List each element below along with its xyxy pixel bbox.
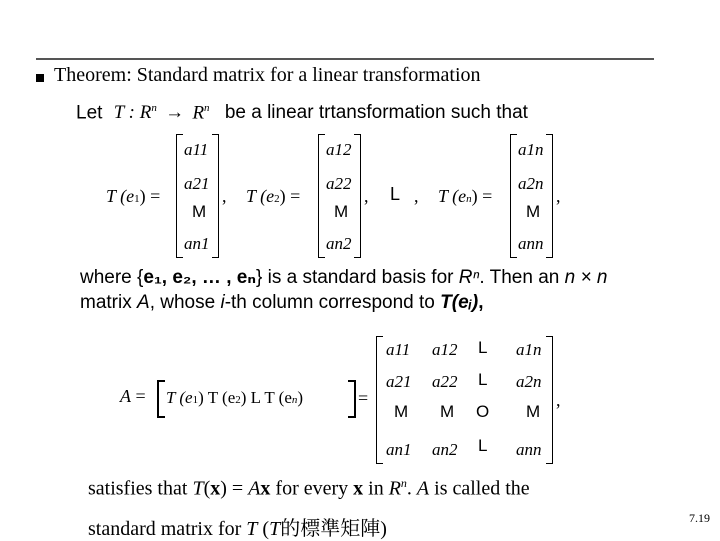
a-r4-c2: an2 xyxy=(432,440,458,459)
a-r1-c4: a1n xyxy=(516,340,542,359)
coln-el-2: a2n xyxy=(518,174,544,193)
a-r2-c1: a21 xyxy=(386,372,412,391)
t-en-label: T (en) = xyxy=(438,186,493,206)
a-r3-c4: M xyxy=(526,402,541,421)
col1-el-2: a21 xyxy=(184,174,210,193)
a-r2-c3: L xyxy=(478,370,488,389)
t-e1-label: T (e1) = xyxy=(106,186,161,206)
t-e2-label: T (e2) = xyxy=(246,186,301,206)
codomain-exponent: n xyxy=(204,102,210,114)
domain-exponent: n xyxy=(151,102,157,114)
a-r3-c3: O xyxy=(476,402,490,421)
coln-el-4: ann xyxy=(518,234,544,253)
a-r4-c1: an1 xyxy=(386,440,412,459)
matrix-a-open-bracket xyxy=(157,380,165,418)
comma-2: , xyxy=(364,186,369,206)
ldots: L xyxy=(390,184,401,204)
a-r1-c2: a12 xyxy=(432,340,458,359)
intro-rest: be a linear trtansformation such that xyxy=(224,102,528,124)
col2-el-4: an2 xyxy=(326,234,352,253)
where-line-2: matrix A, whose i-th column correspond to T(eᵢ), xyxy=(80,292,484,313)
matrix-a-eq: = xyxy=(358,388,369,408)
comma-1: , xyxy=(222,186,227,206)
a-r2-c4: a2n xyxy=(516,372,542,391)
matrix-a-inner: T (e1) T (e2) L T (en) xyxy=(166,388,304,407)
matrix-a-right-bracket xyxy=(546,336,553,464)
col1-el-1: a11 xyxy=(184,140,209,159)
col2-left-bracket xyxy=(318,134,325,258)
arrow-icon: → xyxy=(165,102,185,124)
coln-el-3: M xyxy=(526,202,541,221)
col2-right-bracket xyxy=(354,134,361,258)
col2-el-3: M xyxy=(334,202,349,221)
where-line-1: where {e₁, e₂, … , eₙ} is a standard basis for Rⁿ. Then an n × n xyxy=(80,267,608,288)
page-number: 7.19 xyxy=(689,511,710,525)
comma-4: , xyxy=(556,186,561,206)
col1-el-3: M xyxy=(192,202,207,221)
col1-left-bracket xyxy=(176,134,183,258)
a-r4-c3: L xyxy=(478,436,488,455)
col2-el-2: a22 xyxy=(326,174,352,193)
bullet-square xyxy=(36,74,44,82)
col1-right-bracket xyxy=(212,134,219,258)
a-r1-c3: L xyxy=(478,338,488,357)
a-r4-c4: ann xyxy=(516,440,542,459)
coln-right-bracket xyxy=(546,134,553,258)
coln-el-1: a1n xyxy=(518,140,544,159)
satisfies-line: satisfies that T(x) = Ax for every x in $R^n$. A is called the xyxy=(88,476,530,500)
standard-matrix-line: standard matrix for T (T的標準矩陣) xyxy=(88,518,387,540)
a-r2-c2: a22 xyxy=(432,372,458,391)
matrix-a-left-bracket xyxy=(376,336,383,464)
a-r3-c2: M xyxy=(440,402,455,421)
comma-3: , xyxy=(414,186,419,206)
let-word: Let xyxy=(76,102,103,124)
coln-left-bracket xyxy=(510,134,517,258)
map-codomain: R xyxy=(192,102,205,124)
a-r3-c1: M xyxy=(394,402,409,421)
intro-line xyxy=(76,102,528,124)
matrix-a-close-bracket xyxy=(348,380,356,418)
matrix-a-comma: , xyxy=(556,390,561,410)
slide-title: Theorem: Standard matrix for a linear transformation xyxy=(54,64,481,86)
a-r1-c1: a11 xyxy=(386,340,411,359)
col2-el-1: a12 xyxy=(326,140,352,159)
col1-el-4: an1 xyxy=(184,234,210,253)
map-domain: T : R xyxy=(113,102,152,124)
matrix-a-lhs: A = xyxy=(120,386,146,406)
title-underline xyxy=(36,58,654,60)
